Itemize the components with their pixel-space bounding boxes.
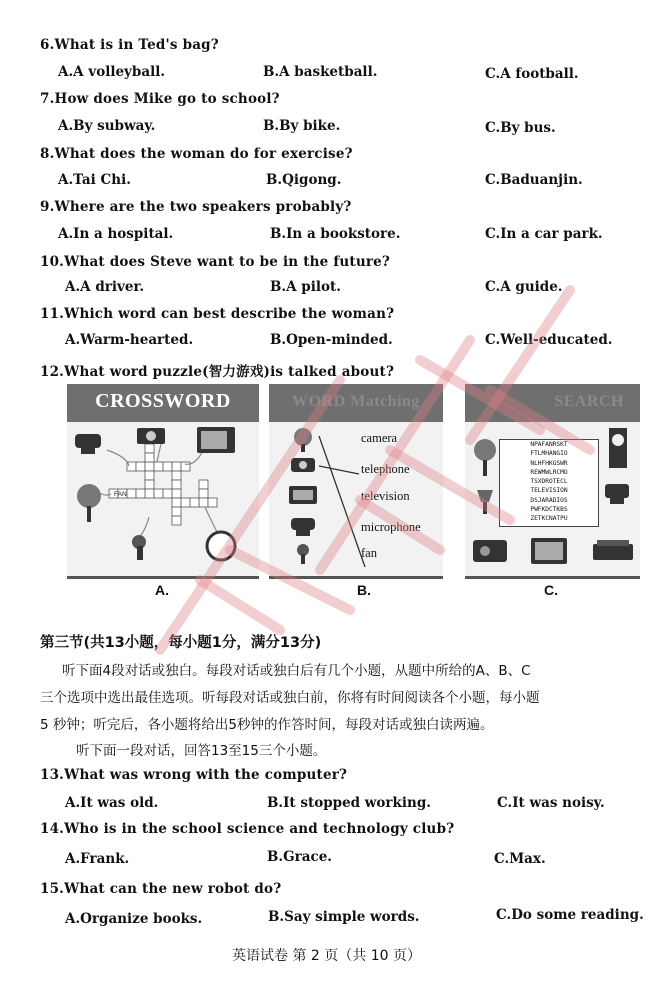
q6-option-c[interactable]: C.A football. bbox=[485, 66, 579, 82]
question-14: 14.Who is in the school science and technology club? bbox=[40, 821, 455, 837]
picture-a-crossword[interactable] bbox=[67, 384, 259, 579]
q11-option-b[interactable]: B.Open-minded. bbox=[270, 332, 393, 348]
page-footer: 英语试卷 第 2 页（共 10 页） bbox=[232, 948, 421, 964]
q7-option-b[interactable]: B.By bike. bbox=[263, 118, 341, 134]
q7-option-a[interactable]: A.By subway. bbox=[58, 118, 156, 134]
question-11: 11.Which word can best describe the woman? bbox=[40, 306, 395, 322]
q10-option-b[interactable]: B.A pilot. bbox=[270, 279, 341, 295]
q13-option-a[interactable]: A.It was old. bbox=[65, 795, 159, 811]
picture-c-wordsearch[interactable] bbox=[465, 384, 640, 579]
question-6: 6.What is in Ted's bag? bbox=[40, 37, 219, 53]
picture-a-title: CROSSWORD bbox=[95, 390, 231, 412]
question-13: 13.What was wrong with the computer? bbox=[40, 767, 348, 783]
q9-option-b[interactable]: B.In a bookstore. bbox=[270, 226, 401, 242]
q8-option-b[interactable]: B.Qigong. bbox=[266, 172, 342, 188]
q11-option-a[interactable]: A.Warm-hearted. bbox=[65, 332, 194, 348]
picture-c-title-bar bbox=[465, 384, 640, 422]
grid-row: DSJARADIOS bbox=[530, 496, 568, 504]
section-3-heading: 第三节(共13小题，每小题1分，满分13分) bbox=[40, 635, 322, 651]
q10-option-a[interactable]: A.A driver. bbox=[65, 279, 145, 295]
q13-option-b[interactable]: B.It stopped working. bbox=[267, 795, 431, 811]
picture-b-matching[interactable] bbox=[269, 384, 443, 579]
matching-word-microphone: microphone bbox=[361, 520, 421, 534]
picture-b-label: B. bbox=[357, 582, 371, 598]
grid-row: PWFKDCTKBS bbox=[530, 506, 568, 514]
crossword-illustration bbox=[67, 422, 259, 576]
picture-b-title: WORD Matching bbox=[292, 393, 420, 410]
question-7: 7.How does Mike go to school? bbox=[40, 91, 280, 107]
grid-row: REWMWLRCMO bbox=[530, 468, 568, 476]
matching-word-television: television bbox=[361, 489, 410, 503]
q11-option-c[interactable]: C.Well-educated. bbox=[485, 332, 613, 348]
section-3-instruction-line-2: 三个选项中选出最佳选项。听每段对话或独白前，你将有时间阅读各个小题，每小题 bbox=[40, 690, 540, 706]
q15-option-a[interactable]: A.Organize books. bbox=[65, 911, 203, 927]
picture-a-label: A. bbox=[155, 582, 169, 598]
section-3-instruction-line-3: 5 秒钟；听完后，各小题将给出5秒钟的作答时间，每段对话或独白读两遍。 bbox=[40, 717, 494, 733]
question-8: 8.What does the woman do for exercise? bbox=[40, 146, 353, 162]
grid-row: FTLMHANGIO bbox=[530, 450, 568, 458]
section-3-instruction-line-1: 听下面4段对话或独白。每段对话或独白后有几个小题，从题中所给的A、B、C bbox=[62, 663, 531, 679]
q15-option-b[interactable]: B.Say simple words. bbox=[268, 909, 420, 925]
picture-c-title: SEARCH bbox=[554, 393, 624, 410]
grid-row: ZETKCNATPU bbox=[530, 515, 568, 523]
q14-option-a[interactable]: A.Frank. bbox=[65, 851, 130, 867]
q15-option-c[interactable]: C.Do some reading. bbox=[496, 907, 644, 923]
question-10: 10.What does Steve want to be in the future? bbox=[40, 254, 391, 270]
q9-option-c[interactable]: C.In a car park. bbox=[485, 226, 603, 242]
matching-word-telephone: telephone bbox=[361, 462, 410, 476]
q6-option-b[interactable]: B.A basketball. bbox=[263, 64, 378, 80]
q7-option-c[interactable]: C.By bus. bbox=[485, 120, 556, 136]
q14-option-b[interactable]: B.Grace. bbox=[267, 849, 333, 865]
picture-a-title-bar bbox=[67, 384, 259, 422]
grid-row: TELEVISION bbox=[530, 487, 568, 495]
grid-row: NPAFANRSKT bbox=[530, 441, 568, 448]
question-15: 15.What can the new robot do? bbox=[40, 881, 282, 897]
matching-word-camera: camera bbox=[361, 431, 398, 445]
q13-option-c[interactable]: C.It was noisy. bbox=[497, 795, 605, 811]
matching-word-fan: fan bbox=[361, 546, 377, 560]
question-12: 12.What word puzzle(智力游戏)is talked about? bbox=[40, 364, 395, 380]
question-9: 9.Where are the two speakers probably? bbox=[40, 199, 352, 215]
wordsearch-grid bbox=[499, 439, 599, 527]
picture-c-label: C. bbox=[544, 582, 558, 598]
grid-row: TSXDROTECL bbox=[530, 478, 568, 486]
picture-b-title-bar bbox=[269, 384, 443, 422]
q10-option-c[interactable]: C.A guide. bbox=[485, 279, 563, 295]
grid-row: NLHFHKGSWR bbox=[530, 459, 568, 467]
q14-option-c[interactable]: C.Max. bbox=[494, 851, 546, 867]
crossword-fan-word: FAN bbox=[114, 491, 127, 498]
q8-option-c[interactable]: C.Baduanjin. bbox=[485, 172, 583, 188]
q8-option-a[interactable]: A.Tai Chi. bbox=[58, 172, 131, 188]
q9-option-a[interactable]: A.In a hospital. bbox=[58, 226, 174, 242]
section-3-instruction-line-4: 听下面一段对话，回答13至15三个小题。 bbox=[76, 743, 327, 759]
q6-option-a[interactable]: A.A volleyball. bbox=[58, 64, 166, 80]
matching-illustration bbox=[269, 422, 443, 576]
